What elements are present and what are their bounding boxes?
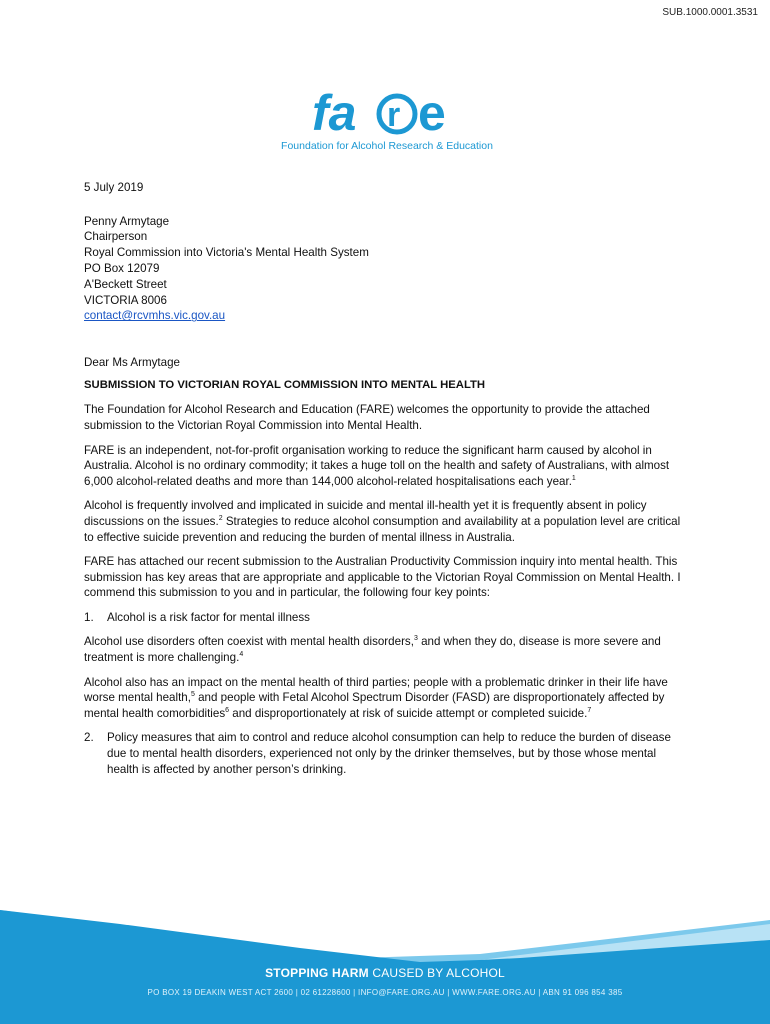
footnote-ref: 5 [190,691,195,699]
key-point-1: 1. Alcohol is a risk factor for mental illness [84,610,310,624]
recipient-state: VICTORIA 8006 [84,293,167,307]
subject-heading: SUBMISSION TO VICTORIAN ROYAL COMMISSION INTO MENTAL HEALTH [84,378,486,391]
paragraph-intro: The Foundation for Alcohol Research and Education (FARE) welcomes the opportunity to provide the attached submission to the Victorian Royal Commission into Mental Health. [84,403,650,432]
recipient-title: Chairperson [84,230,148,244]
footer-banner [0,880,770,1024]
footnote-ref: 2 [218,515,223,523]
footer-wave-shape [0,880,770,1024]
footnote-ref: 3 [413,635,418,643]
svg-text:r: r [387,96,401,134]
footnote-ref: 6 [225,707,230,714]
footer-contact-line: PO BOX 19 DEAKIN WEST ACT 2600 | 02 61228600 | INFO@FARE.ORG.AU | WWW.FARE.ORG.AU | ABN 91 096 854 385 [147,988,623,997]
logo-tagline: Foundation for Alcohol Research & Education [281,140,493,152]
fare-wordmark-icon [312,88,462,138]
footnote-ref: 4 [239,651,244,659]
letter-body [84,180,688,786]
recipient-email-link[interactable]: contact@rcvmhs.vic.gov.au [84,309,226,323]
salutation: Dear Ms Armytage [84,356,180,370]
recipient-organisation: Royal Commission into Victoria's Mental Health System [84,246,369,260]
letter-date: 5 July 2019 [84,181,144,194]
paragraph-about-fare: FARE is an independent, not-for-profit organisation working to reduce the significant harm caused by alcohol in Australia. Alcohol is no ordinary commodity; it takes a huge toll on the health and safety of Australians, with almost 6,000 alcohol-related deaths and more than 144,000 alcohol-related hospitalisations each year.$^1$ [84,443,670,488]
footnote-ref: 7 [587,707,592,714]
footer-slogan: STOPPING HARM CAUSED BY ALCOHOL [265,966,505,980]
document-id: SUB.1000.0001.3531 [662,7,758,18]
paragraph-suicide: Alcohol is frequently involved and implicated in suicide and mental ill-health yet it is frequently absent in policy discussions on the issues.$^2$ Strategies to reduce alcohol consumption and availability at a population level are critical to effective suicide prevention and reducing the burden of mental illness in Australia. [84,499,681,544]
paragraph-third-parties: Alcohol also has an impact on the mental health of third parties; people with a problematic drinker in their life have worse mental health,$^5$ and people with Fetal Alcohol Spectrum Disorder (FASD) are disproportionately affected by mental health comorbidities$^6$ and disproportionately at risk of suicide attempt or completed suicide.$^7$ [84,675,668,720]
key-point-2: 2. Policy measures that aim to control and reduce alcohol consumption can help to reduce the burden of disease due to mental health disorders, experienced not only by the drinker themselves, but by those whose mental health is affected by another person’s drinking. [84,731,671,776]
recipient-name: Penny Armytage [84,214,170,228]
paragraph-submission: FARE has attached our recent submission to the Australian Productivity Commission inquiry into mental health. This submission has key areas that are appropriate and applicable to the Victorian Royal Commission on Mental Health. I commend this submission to you and in particular, the following four key points: [84,555,681,600]
svg-text:fa: fa [312,88,357,138]
recipient-street: A'Beckett Street [84,277,167,291]
footnote-ref: 1 [571,474,576,482]
svg-text:e: e [418,88,446,138]
fare-logo [262,88,512,152]
paragraph-coexist: Alcohol use disorders often coexist with mental health disorders,$^3$ and when they do, disease is more severe and treatment is more challenging.$^4$ [84,635,661,665]
recipient-address [84,214,688,325]
recipient-po-box: PO Box 12079 [84,261,160,275]
